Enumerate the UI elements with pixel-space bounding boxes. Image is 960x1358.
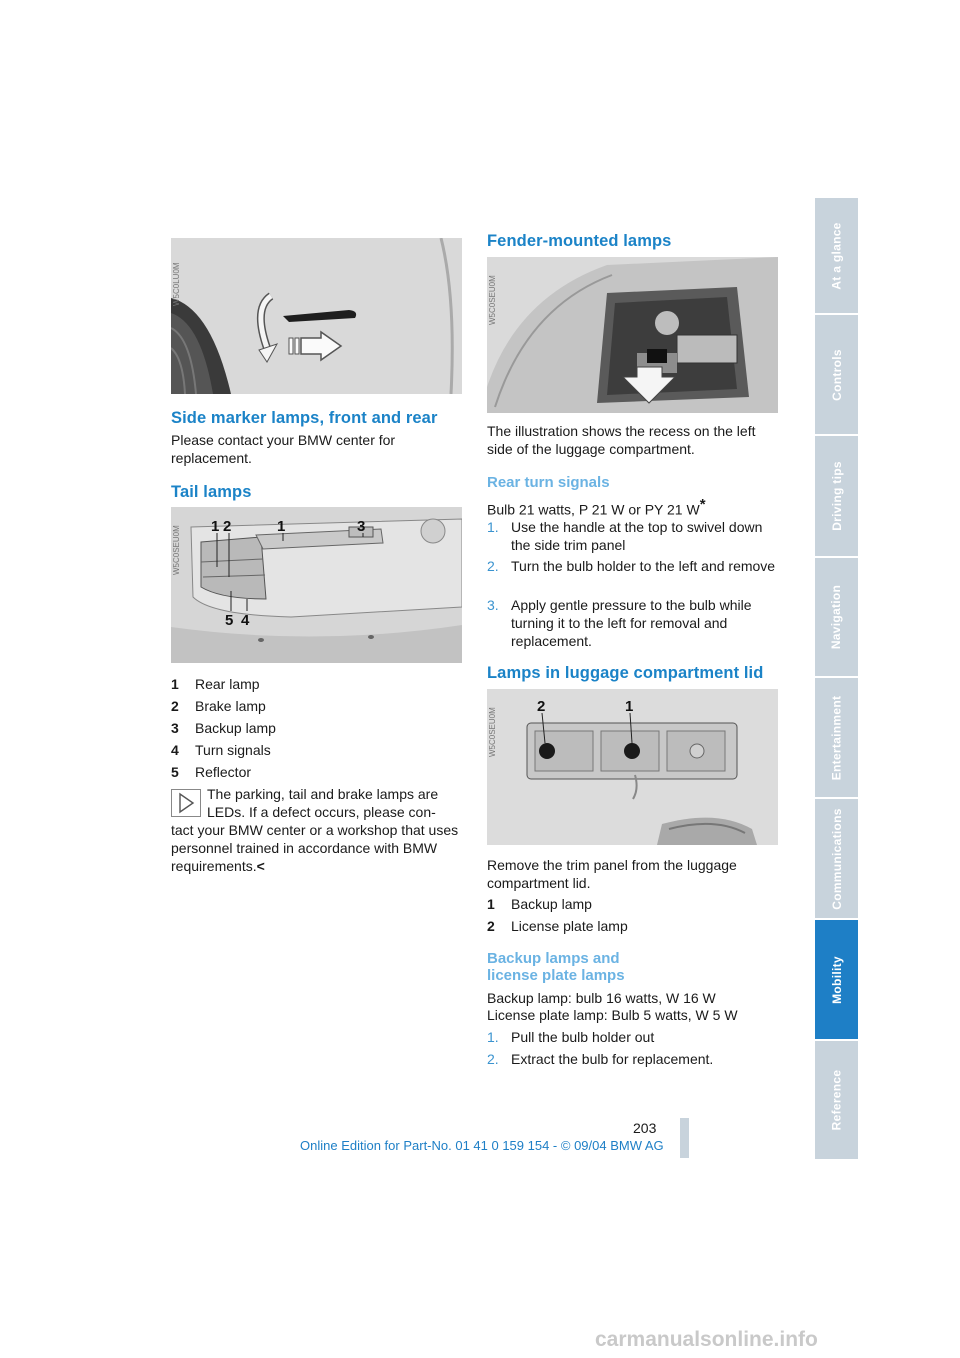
lid-legend-item bbox=[487, 895, 767, 913]
tab-label: Driving tips bbox=[829, 461, 844, 531]
legend-label: Backup lamp bbox=[511, 896, 592, 912]
legend-label: Backup lamp bbox=[195, 720, 276, 736]
fig-label-5: 5 bbox=[225, 612, 234, 629]
tab-label: Reference bbox=[829, 1069, 844, 1131]
rear-turn-step bbox=[487, 557, 779, 593]
svg-text:W5C0SEU0M: W5C0SEU0M bbox=[488, 275, 497, 325]
legend-label: License plate lamp bbox=[511, 918, 628, 934]
legend-number: 3 bbox=[171, 720, 179, 736]
note-end-marker: < bbox=[256, 858, 265, 874]
fender-recess-illustration bbox=[487, 257, 778, 413]
tab-reference[interactable] bbox=[815, 1041, 858, 1159]
backup-step bbox=[487, 1028, 779, 1046]
step-number: 3. bbox=[487, 597, 499, 613]
fig-label-1a: 1 bbox=[211, 518, 220, 535]
tail-legend-item bbox=[171, 675, 451, 693]
step-text: Turn the bulb holder to the left and remove bbox=[511, 558, 776, 574]
note-icon bbox=[171, 789, 201, 817]
watermark: carmanualsonline.info bbox=[595, 1328, 818, 1351]
tab-label: Navigation bbox=[829, 584, 844, 650]
tab-label: Communications bbox=[829, 807, 844, 910]
backup-lamps-heading-line-1: Backup lamps and bbox=[487, 950, 620, 967]
tail-lamps-illustration bbox=[171, 507, 462, 663]
rear-turn-step bbox=[487, 518, 779, 554]
legend-number: 1 bbox=[487, 896, 495, 912]
legend-label: Rear lamp bbox=[195, 676, 260, 692]
fig-label-1: 1 bbox=[625, 698, 634, 715]
plate-bulb-line: License plate lamp: Bulb 5 watts, W 5 W bbox=[487, 1007, 738, 1023]
lid-text: Remove the trim panel from the luggage compartment lid. bbox=[487, 857, 737, 891]
bulb-spec: Bulb 21 watts, P 21 W or PY 21 W bbox=[487, 501, 700, 518]
tab-navigation[interactable] bbox=[815, 558, 858, 676]
tail-lamps-figure bbox=[171, 507, 462, 663]
fender-recess-figure bbox=[487, 257, 778, 413]
fender-lamps-heading: Fender-mounted lamps bbox=[487, 232, 672, 250]
legend-label: Reflector bbox=[195, 764, 252, 780]
lid-lamps-illustration bbox=[487, 689, 778, 845]
fender-text: The illustration shows the recess on the left side of the luggage compartment. bbox=[487, 423, 756, 457]
tab-entertainment[interactable] bbox=[815, 678, 858, 797]
page-number: 203 bbox=[633, 1120, 657, 1136]
rear-turn-step bbox=[487, 596, 779, 650]
tab-label: At a glance bbox=[829, 221, 844, 290]
tail-legend-item bbox=[171, 697, 451, 715]
step-text: Pull the bulb holder out bbox=[511, 1029, 655, 1045]
side-marker-text: Please contact your BMW center for replacement. bbox=[171, 432, 396, 466]
note-line-1: The parking, tail and brake lamps are bbox=[207, 786, 439, 802]
note-rest bbox=[171, 821, 463, 875]
backup-bulb-line: Backup lamp: bulb 16 watts, W 16 W bbox=[487, 990, 716, 1006]
tab-driving-tips[interactable] bbox=[815, 436, 858, 556]
tab-label: Entertainment bbox=[829, 695, 844, 780]
fig-label-4: 4 bbox=[241, 612, 250, 629]
step-number: 1. bbox=[487, 519, 499, 535]
tab-controls[interactable] bbox=[815, 315, 858, 434]
figure-code bbox=[171, 507, 181, 577]
lid-legend-item bbox=[487, 917, 767, 935]
rear-turn-heading: Rear turn signals bbox=[487, 474, 610, 491]
side-marker-lamp-figure bbox=[171, 238, 462, 394]
fig-label-1b: 1 bbox=[277, 518, 286, 535]
figure-code bbox=[487, 689, 497, 759]
step-text: Apply gentle pressure to the bulb while turning it to the left for removal and replacement. bbox=[511, 597, 752, 649]
step-number: 2. bbox=[487, 1051, 499, 1067]
tail-legend-item bbox=[171, 763, 451, 781]
legend-label: Turn signals bbox=[195, 742, 271, 758]
tail-legend-item bbox=[171, 719, 451, 737]
tab-communications[interactable] bbox=[815, 799, 858, 918]
legend-number: 4 bbox=[171, 742, 179, 758]
svg-text:W5C0SEU0M: W5C0SEU0M bbox=[488, 707, 497, 757]
step-number: 2. bbox=[487, 558, 499, 574]
step-text: Extract the bulb for replacement. bbox=[511, 1051, 714, 1067]
side-marker-heading: Side marker lamps, front and rear bbox=[171, 409, 438, 427]
step-text: Use the handle at the top to swivel down the side trim panel bbox=[511, 519, 763, 553]
legend-number: 1 bbox=[171, 676, 179, 692]
svg-text:W5C0SEU0M: W5C0SEU0M bbox=[172, 525, 181, 575]
tab-label: Controls bbox=[829, 348, 844, 401]
figure-code bbox=[171, 238, 181, 308]
step-number: 1. bbox=[487, 1029, 499, 1045]
side-marker-illustration bbox=[171, 238, 462, 394]
legend-number: 2 bbox=[487, 918, 495, 934]
backup-step bbox=[487, 1050, 779, 1068]
lid-lamps-heading: Lamps in luggage compartment lid bbox=[487, 664, 764, 682]
tab-label: Mobility bbox=[829, 955, 844, 1004]
rear-turn-bulb bbox=[487, 496, 706, 519]
fig-label-2: 2 bbox=[537, 698, 546, 715]
lid-lamps-figure bbox=[487, 689, 778, 845]
tail-legend-item bbox=[171, 741, 451, 759]
tab-mobility[interactable] bbox=[815, 920, 858, 1039]
svg-text:W5C0LU0M: W5C0LU0M bbox=[172, 262, 181, 306]
page-marker-bar bbox=[680, 1118, 689, 1158]
edition-line: Online Edition for Part-No. 01 41 0 159 154 - © 09/04 BMW AG bbox=[300, 1138, 664, 1153]
optional-star: * bbox=[699, 496, 706, 513]
tail-lamps-heading: Tail lamps bbox=[171, 483, 252, 501]
legend-label: Brake lamp bbox=[195, 698, 266, 714]
note-line-2: LEDs. If a defect occurs, please con- bbox=[207, 804, 436, 820]
fig-label-2: 2 bbox=[223, 518, 232, 535]
backup-lamps-heading-line-2: license plate lamps bbox=[487, 967, 625, 984]
fig-label-3: 3 bbox=[357, 518, 366, 535]
figure-code bbox=[487, 257, 497, 327]
note-rest-text: tact your BMW center or a workshop that uses personnel trained in accordance with BMW requirements. bbox=[171, 822, 459, 874]
tab-at-a-glance[interactable] bbox=[815, 198, 858, 313]
legend-number: 2 bbox=[171, 698, 179, 714]
legend-number: 5 bbox=[171, 764, 179, 780]
